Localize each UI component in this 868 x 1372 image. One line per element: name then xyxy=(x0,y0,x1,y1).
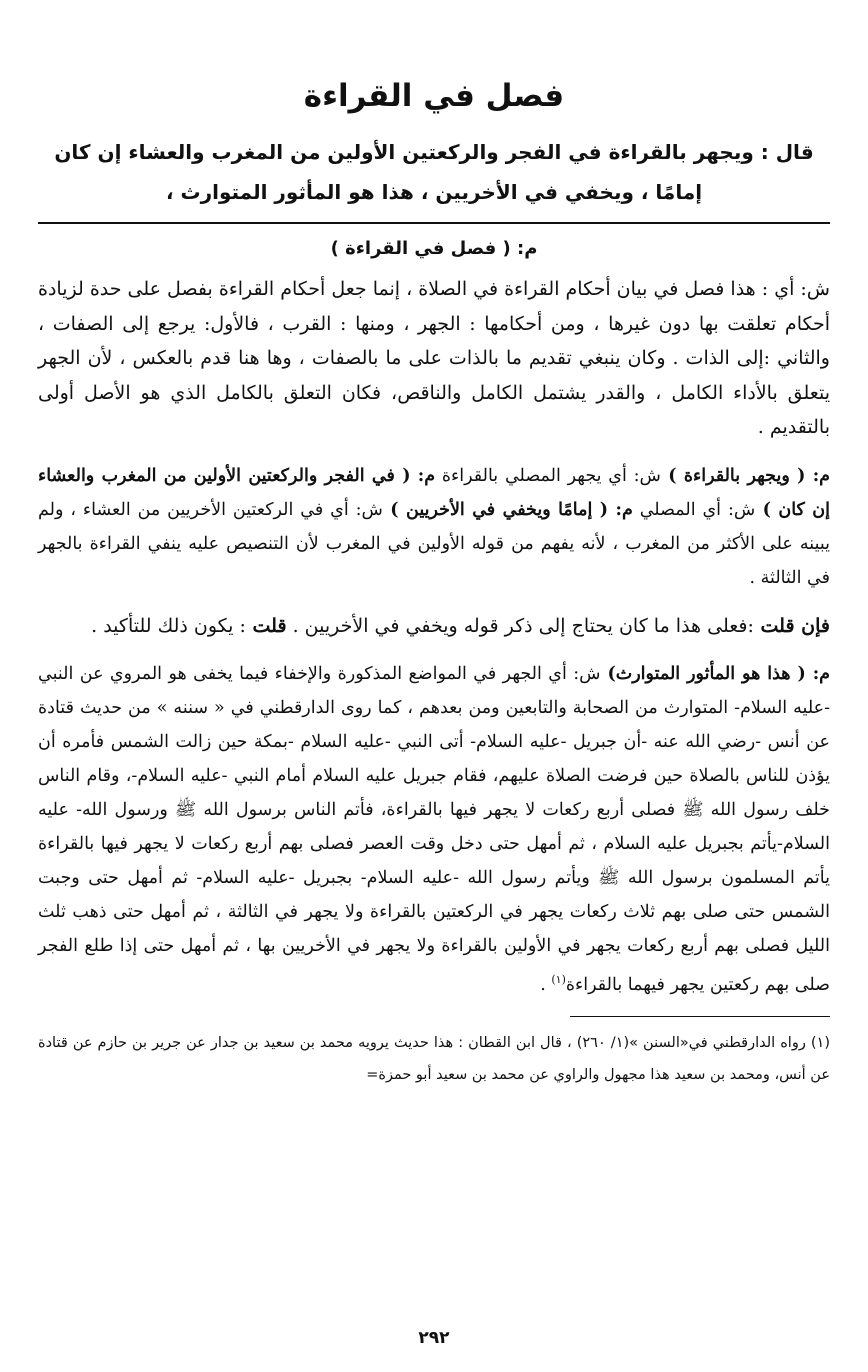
matn-quote: قلت xyxy=(245,614,287,637)
matn-quote: فإن قلت xyxy=(753,614,830,637)
footnote-rule xyxy=(570,1016,830,1017)
matn-quote: م: ( هذا هو المأثور المتوارث) xyxy=(600,664,830,684)
commentary-text: ش: أي المصلي xyxy=(632,499,756,520)
commentary-paragraph-4 xyxy=(38,657,830,1002)
chapter-title: فصل في القراءة xyxy=(303,78,565,114)
commentary-text: : يكون ذلك للتأكيد . xyxy=(91,614,246,637)
commentary-text: ش: أي يجهر المصلي بالقراءة xyxy=(435,465,661,486)
footnote: (١) رواه الدارقطني في«السنن »(١/ ٢٦٠) ، قال ابن القطان : هذا حديث يرويه محمد بن سعيد بن جدار عن جرير بن حازم عن قتادة عن أنس، ومحمد بن سعيد هذا مجهول والراوي عن محمد بن سعيد أبو حمزة= xyxy=(38,1034,831,1083)
main-text-matn: قال : ويجهر بالقراءة في الفجر والركعتين الأولين من المغرب والعشاء إن كان إمامًا ، ويخفي في الأخريين ، هذا هو المأثور المتوارث ، xyxy=(54,140,814,204)
commentary-text: . xyxy=(540,974,552,995)
page-number: ٢٩٢ xyxy=(418,1328,450,1348)
matn-quote: م: ( ويجهر بالقراءة ) xyxy=(660,465,830,486)
page-content xyxy=(38,78,830,1091)
commentary-paragraph-3 xyxy=(38,609,830,644)
commentary-text: ش: أي في الركعتين الأخريين من العشاء ، ولم يبينه على الأكثر من المغرب ، لأنه يفهم من قوله الأولين في المغرب لأن التنصيص عليه ينفي القراءة بالجهر في الثالثة . xyxy=(38,499,830,588)
footnote-marker: (١) xyxy=(551,973,566,986)
commentary-heading: م: ( فصل في القراءة ) xyxy=(330,238,538,259)
matn-quote: م: ( إمامًا ويخفي في الأخريين ) xyxy=(382,499,633,520)
section-divider xyxy=(38,222,830,224)
commentary-text: ش: أي الجهر في المواضع المذكورة والإخفاء فيما يخفى هو المروي عن النبي -عليه السلام- المتوارث من الصحابة والتابعين ومن بعدهم ، كما روى الدارقطني في « سننه » من حديث قتادة عن أنس -رضي الله عنه -أن جبريل -عليه السلام- أتى النبي -عليه السلام -بمكة حين زالت الشمس فأمره أن يؤذن للناس بالصلاة حين فرضت الصلاة عليهم، فقام جبريل عليه السلام أمام النبي -عليه السلام-، وقام الناس خلف رسول الله ﷺ فصلى أربع ركعات لا يجهر فيها بالقراءة، فأتم الناس برسول الله ﷺ ورسول الله- عليه السلام-يأتم بجبريل عليه السلام ، ثم أمهل حتى دخل وقت العصر فصلى بهم أربع ركعات لا يجهر فيها بالقراءة يأتم المسلمون برسول الله ﷺ ويأتم رسول الله -عليه السلام- بجبريل -عليه السلام- ثم أمهل حتى وجبت الشمس حتى صلى بهم ثلاث ركعات يجهر في الركعتين بالقراءة ولا يجهر في الثالثة ، ثم أمهل حتى ذهب ثلث الليل فصلى بهم أربع ركعات يجهر في الأولين بالقراءة ولا يجهر في الأخريين بها ، ثم أمهل حتى إذا طلع الفجر صلى بهم ركعتين يجهر فيهما بالقراءة xyxy=(38,664,830,995)
commentary-text: :فعلى هذا ما كان يحتاج إلى ذكر قوله ويخفي في الأخريين . xyxy=(286,614,754,637)
commentary-paragraph-2 xyxy=(38,459,830,595)
commentary-paragraph-1: ش: أي : هذا فصل في بيان أحكام القراءة في الصلاة ، إنما جعل أحكام القراءة بفصل على حدة لزيادة أحكام تعلقت بها دون غيرها ، ومن أحكامها : الجهر ، ومنها : القرب ، فالأول: يرجع إلى الصفات ، والثاني :إلى الذات . وكان ينبغي تقديم ما بالذات على ما بالصفات ، وها هنا قدم بالعكس ، لأن الجهر يتعلق بالأداء الكامل ، والقدر يشتمل الكامل والناقص، فكان التعلق بالكامل الذي هو الأصل أولى بالتقديم . xyxy=(38,278,830,438)
matn-quote: م: ( في الفجر والركعتين الأولين من المغرب والعشاء إن كان ) xyxy=(38,465,831,520)
